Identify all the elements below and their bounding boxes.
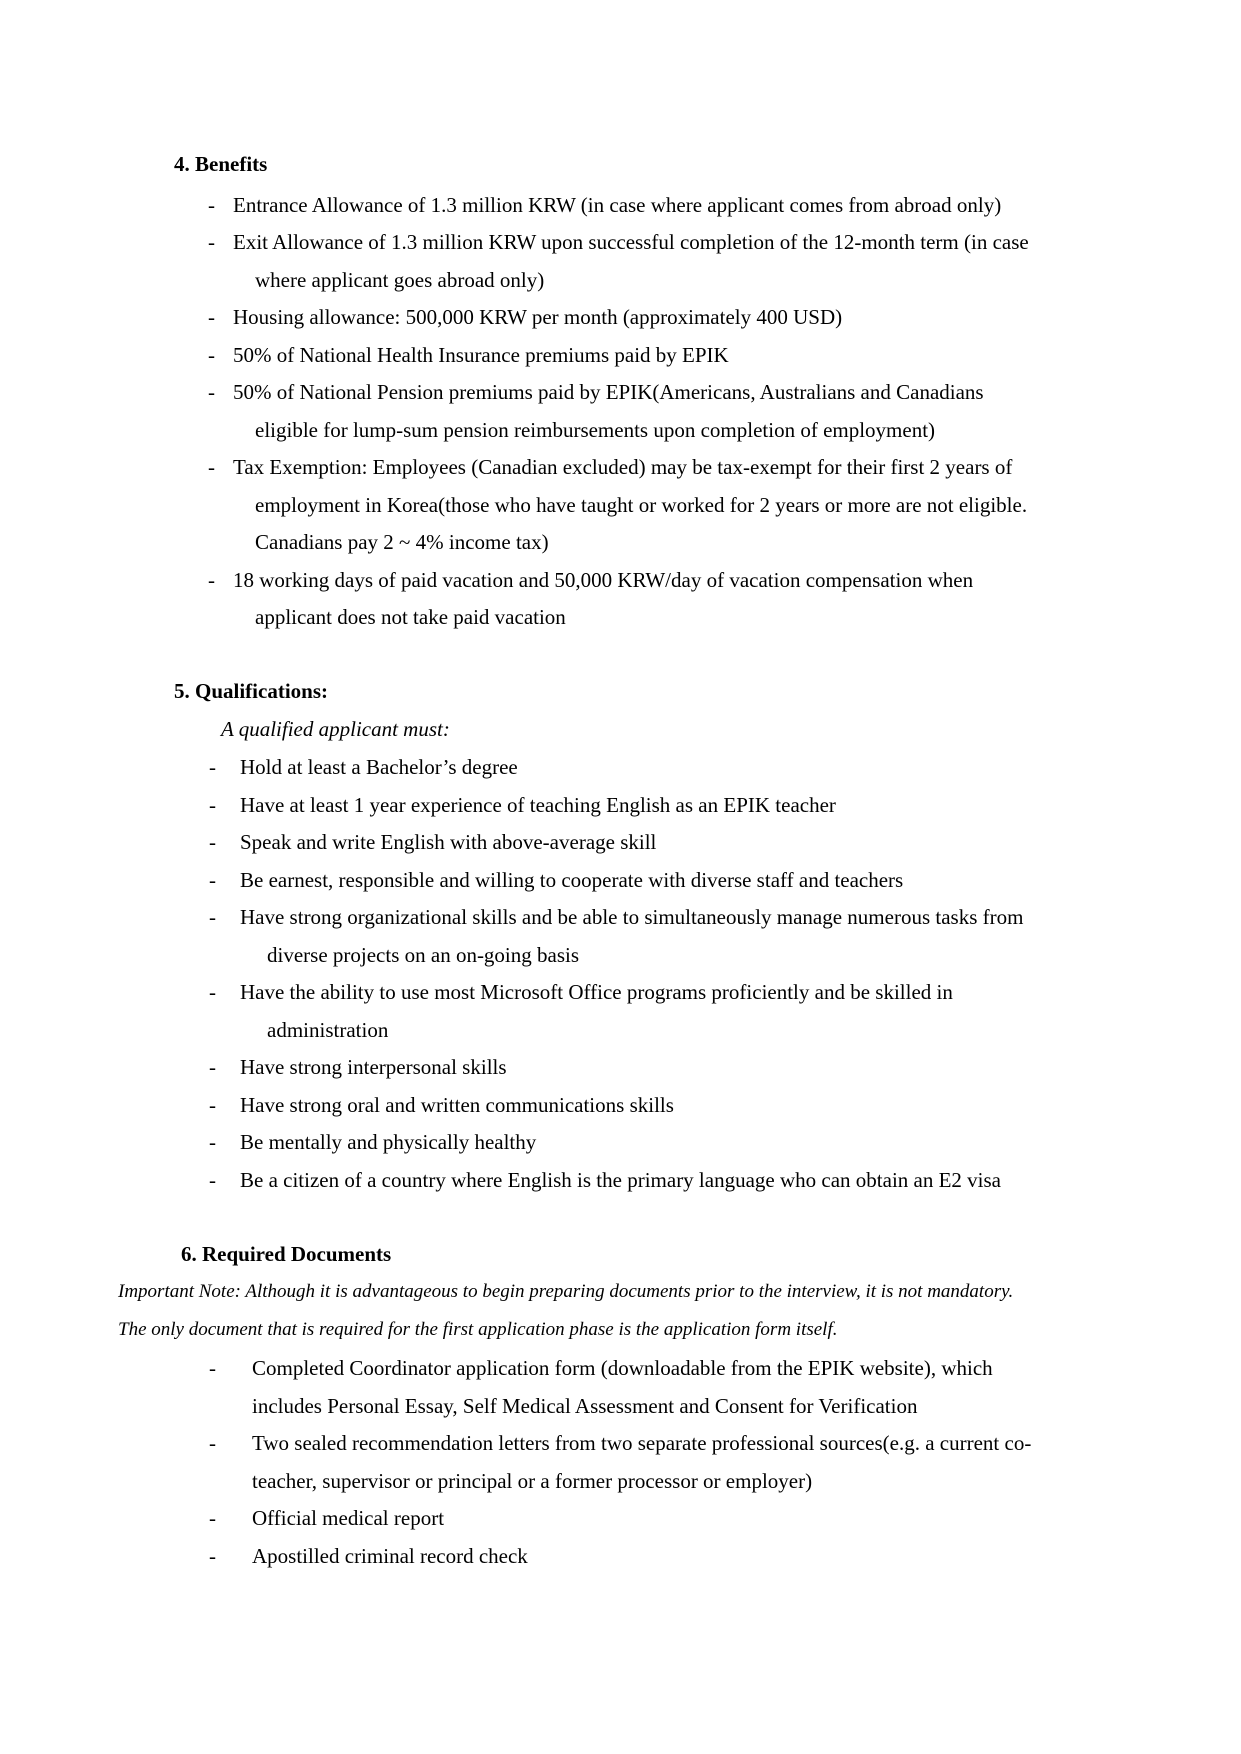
bullet-dash: - <box>209 980 216 1004</box>
bullet-dash: - <box>209 1093 216 1117</box>
bullet-dash: - <box>208 455 215 479</box>
bullet-dash: - <box>208 380 215 404</box>
list-item-continuation: employment in Korea(those who have taught or worked for 2 years or more are not eligible. <box>255 493 1028 517</box>
list-item: Have strong oral and written communications skills <box>240 1093 674 1117</box>
bullet-dash: - <box>209 830 216 854</box>
important-note-line-2: The only document that is required for the first application phase is the application form itself. <box>118 1319 838 1340</box>
list-item: Hold at least a Bachelor’s degree <box>240 755 518 779</box>
list-item: 50% of National Health Insurance premiums paid by EPIK <box>233 343 729 367</box>
list-item: Have at least 1 year experience of teaching English as an EPIK teacher <box>240 793 836 817</box>
list-item: Have strong organizational skills and be able to simultaneously manage numerous tasks from <box>240 905 1024 929</box>
list-item: Official medical report <box>252 1506 445 1530</box>
list-item-continuation: eligible for lump-sum pension reimbursements upon completion of employment) <box>255 418 936 442</box>
list-item: Be a citizen of a country where English is the primary language who can obtain an E2 visa <box>240 1168 1002 1192</box>
list-item-continuation: diverse projects on an on-going basis <box>267 943 580 967</box>
list-item-continuation: teacher, supervisor or principal or a former processor or employer) <box>252 1469 813 1493</box>
list-item-continuation: Canadians pay 2 ~ 4% income tax) <box>255 530 549 554</box>
section-heading-benefits: 4. Benefits <box>174 152 268 176</box>
section-heading-qualifications: 5. Qualifications: <box>174 679 329 703</box>
bullet-dash: - <box>208 568 215 592</box>
list-item: Completed Coordinator application form (downloadable from the EPIK website), which <box>252 1356 993 1380</box>
list-item: Tax Exemption: Employees (Canadian excluded) may be tax-exempt for their first 2 years of <box>233 455 1013 479</box>
list-item: 50% of National Pension premiums paid by EPIK(Americans, Australians and Canadians <box>233 380 984 404</box>
bullet-dash: - <box>208 193 215 217</box>
bullet-dash: - <box>209 755 216 779</box>
bullet-dash: - <box>209 1356 216 1380</box>
bullet-dash: - <box>209 905 216 929</box>
qualifications-intro: A qualified applicant must: <box>221 717 450 741</box>
list-item-continuation: administration <box>267 1018 389 1042</box>
list-item: Be earnest, responsible and willing to cooperate with diverse staff and teachers <box>240 868 904 892</box>
list-item-continuation: applicant does not take paid vacation <box>255 605 566 629</box>
list-item-continuation: where applicant goes abroad only) <box>255 268 545 292</box>
bullet-dash: - <box>208 343 215 367</box>
list-item: Entrance Allowance of 1.3 million KRW (in case where applicant comes from abroad only) <box>233 193 1002 217</box>
list-item: 18 working days of paid vacation and 50,000 KRW/day of vacation compensation when <box>233 568 974 592</box>
bullet-dash: - <box>209 1168 216 1192</box>
list-item: Apostilled criminal record check <box>252 1544 528 1568</box>
bullet-dash: - <box>208 230 215 254</box>
list-item: Exit Allowance of 1.3 million KRW upon successful completion of the 12-month term (in case <box>233 230 1029 254</box>
bullet-dash: - <box>209 1506 216 1530</box>
bullet-dash: - <box>209 1431 216 1455</box>
section-heading-documents: 6. Required Documents <box>181 1242 392 1266</box>
important-note-line-1: Important Note: Although it is advantageous to begin preparing documents prior to the interview, it is not mandatory. <box>118 1281 1014 1302</box>
bullet-dash: - <box>209 793 216 817</box>
list-item: Have the ability to use most Microsoft Office programs proficiently and be skilled in <box>240 980 953 1004</box>
list-item: Two sealed recommendation letters from two separate professional sources(e.g. a current co- <box>252 1431 1032 1455</box>
bullet-dash: - <box>209 1544 216 1568</box>
bullet-dash: - <box>209 868 216 892</box>
list-item: Be mentally and physically healthy <box>240 1130 537 1154</box>
list-item: Housing allowance: 500,000 KRW per month (approximately 400 USD) <box>233 305 843 329</box>
list-item: Speak and write English with above-average skill <box>240 830 657 854</box>
list-item-continuation: includes Personal Essay, Self Medical Assessment and Consent for Verification <box>252 1394 918 1418</box>
list-item: Have strong interpersonal skills <box>240 1055 507 1079</box>
bullet-dash: - <box>208 305 215 329</box>
bullet-dash: - <box>209 1055 216 1079</box>
bullet-dash: - <box>209 1130 216 1154</box>
